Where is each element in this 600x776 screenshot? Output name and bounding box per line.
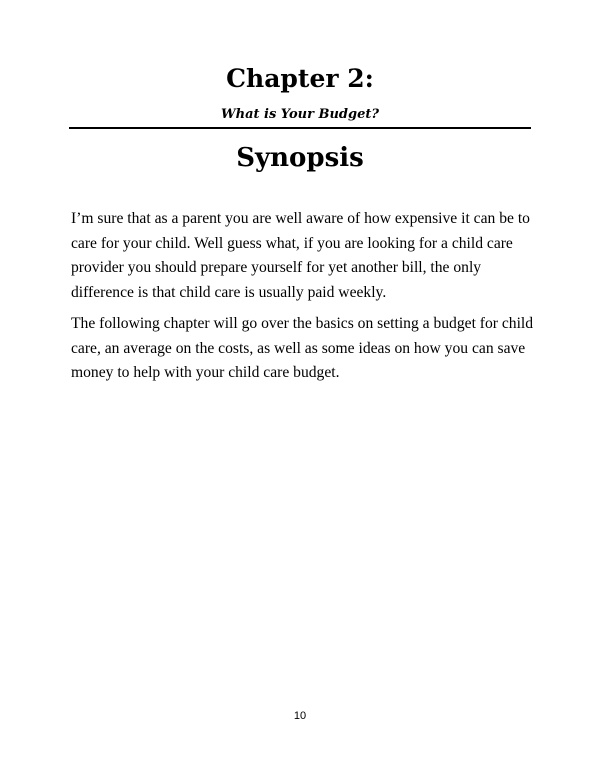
page-number: 10 bbox=[293, 710, 307, 722]
body-paragraph-2: The following chapter will go over the basics on setting a budget for child care, an average on the costs, as well as some ideas on how you can save money to help with your child care budget. bbox=[71, 315, 534, 381]
body-paragraph-1: I’m sure that as a parent you are well aware of how expensive it can be to care for your child. Well guess what, if you are looking for a child care provider you should prepare yourself for yet another bill, the only difference is that child care is usually paid weekly. bbox=[71, 210, 530, 301]
section-heading: Synopsis bbox=[236, 143, 364, 173]
chapter-title: Chapter 2: bbox=[226, 64, 374, 93]
title-divider bbox=[69, 127, 531, 129]
chapter-subtitle: What is Your Budget? bbox=[221, 107, 379, 122]
